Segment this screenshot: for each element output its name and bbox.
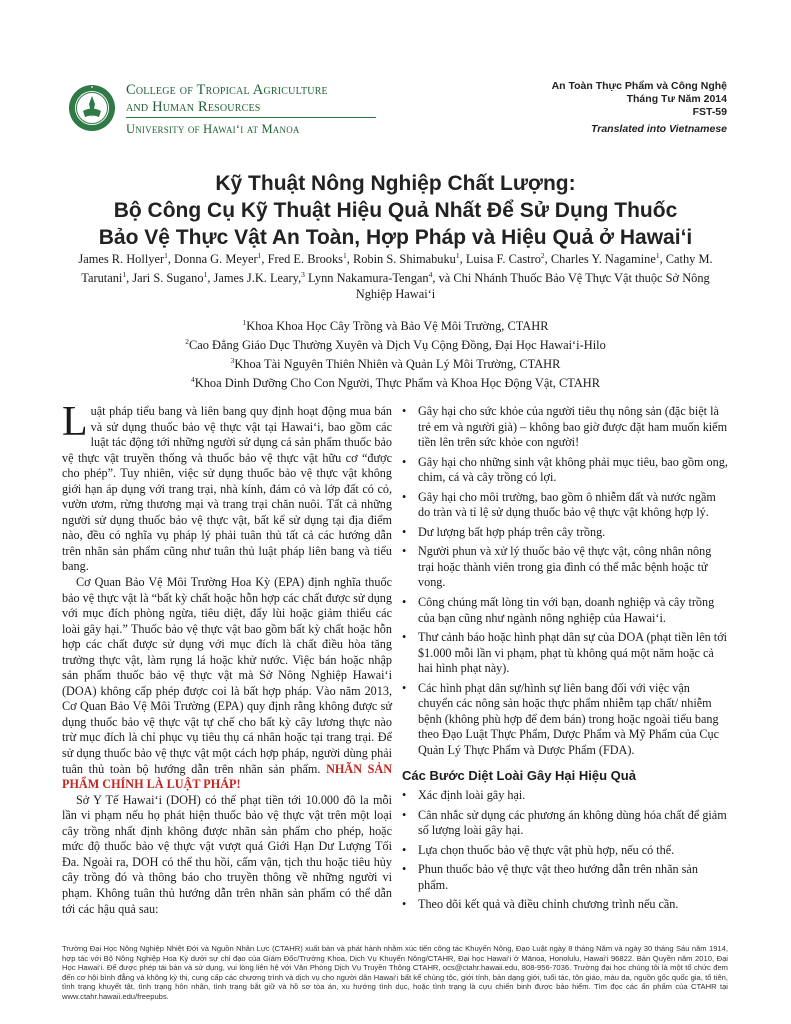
- bullet-icon: •: [402, 489, 407, 504]
- author: Jari S. Sugano: [132, 271, 204, 286]
- page-title: [40, 170, 751, 251]
- list-item-text: Phun thuốc bảo vệ thực vật theo hướng dẫn trên nhãn sản phẩm.: [418, 862, 698, 892]
- affiliation-text: Cao Đẳng Giáo Dục Thường Xuyên và Dịch Vụ Cộng Đồng, Đại Học Hawai‘i-Hilo: [188, 338, 606, 353]
- affiliation-sup: 3: [230, 356, 235, 366]
- right-column: [402, 404, 728, 917]
- list-item-text: Người phun và xử lý thuốc bảo vệ thực vật, công nhân nông trại hoặc thành viên trong gia đình có thể mắc bệnh hoặc tử vong.: [418, 544, 712, 590]
- bullet-icon: •: [402, 454, 407, 469]
- label-is-law-callout: NHÃN SẢN PHẨM CHÍNH LÀ LUẬT PHÁP!: [62, 761, 393, 792]
- list-item: [402, 630, 728, 677]
- affiliation: [70, 353, 721, 372]
- list-item: [402, 455, 728, 486]
- consequence-list: [402, 404, 728, 758]
- steps-heading: Các Bước Diệt Loài Gây Hại Hiệu Quả: [402, 768, 636, 784]
- university-seal-logo: [68, 84, 116, 132]
- list-item: [402, 404, 728, 451]
- left-column: [62, 399, 393, 917]
- affiliation: [70, 334, 721, 353]
- bullet-icon: •: [402, 630, 407, 645]
- list-item-text: Gây hại cho môi trường, bao gồm ô nhiễm đất và nước ngầm do tràn và tỉ lệ sử dụng thuốc bảo vệ thực vật không hợp lý.: [418, 489, 716, 520]
- bullet-icon: •: [402, 788, 407, 803]
- affiliation-text: Khoa Dinh Dưỡng Cho Con Người, Thực Phẩm và Khoa Học Động Vật, CTAHR: [194, 376, 600, 391]
- affiliation: [70, 315, 721, 334]
- list-item-text: Lựa chọn thuốc bảo vệ thực vật phù hợp, nếu có thể.: [418, 842, 675, 857]
- college-name-line1: College of Tropical Agriculture: [126, 82, 328, 98]
- author-sup: 1: [122, 270, 127, 280]
- college-name-line2: and Human Resources: [126, 98, 261, 115]
- author: Robin S. Shimabuku: [352, 252, 456, 267]
- title-line-2: Bộ Công Cụ Kỹ Thuật Hiệu Quả Nhất Để Sử Dụng Thuốc: [113, 199, 678, 222]
- title-line-1: Kỹ Thuật Nông Nghiệp Chất Lượng:: [215, 172, 576, 195]
- list-item-text: Công chúng mất lòng tin với bạn, doanh nghiệp và cây trồng của bạn cũng như ngành nông nghiệp của Hawai‘i.: [418, 595, 715, 625]
- list-item: [402, 595, 728, 626]
- author-sup: 1: [455, 251, 460, 260]
- author-sup: 2: [540, 251, 545, 260]
- author: James J.K. Leary: [213, 271, 299, 286]
- bullet-icon: •: [402, 544, 407, 559]
- intro-paragraph: [62, 399, 392, 575]
- epa-text: Cơ Quan Bảo Vệ Môi Trường Hoa Kỳ (EPA) định nghĩa thuốc bảo vệ thực vật là “bất kỳ chất hoặc hỗn hợp các chất được sử dụng với mục đích phòng ngừa, tiêu diệt, đẩy lùi hoặc giảm thiểu các loài gây hại.” Thuốc bảo vệ thực vật bao gồm bất kỳ chất hoặc hỗn hợp các chất được sử dụng với mục đích là chất điều hòa tăng trưởng thực vật, làm rụng lá hoặc khử nước. Việc bán hoặc nhập sản phẩm thuốc bảo vệ thực vật mà Sở Nông Nghiệp Hawai‘i (DOA) không cấp phép được coi là bất hợp pháp. Vào năm 2013, Cơ Quan Bảo Vệ Môi Trường (EPA) quy định rằng không được sử dụng thuốc bảo vệ thực vật tự chế cho bất kỳ cây lương thực nào trừ mục đích là chỉ phục vụ tiêu thụ cá nhân hoặc tại trang trại. Để sử dụng thuốc bảo vệ thực vật một cách hợp pháp, người dùng phải tuân thủ toàn bộ hướng dẫn trên nhãn sản phẩm.: [62, 575, 392, 776]
- doh-paragraph: Sở Y Tế Hawai‘i (DOH) có thể phạt tiền tới 10.000 đô la mỗi lần vi phạm nếu họ phát hiện thuốc bảo vệ thực vật trên một loại cây trồng nhất định không được nhãn sản phẩm cho phép, hoặc mức độ thuốc bảo vệ thực vật vượt quá Giới Hạn Dư Lượng Tối Đa. Ngoài ra, DOH có thể thu hồi, cấm vận, tịch thu hoặc tiêu hủy cây trồng đó và thông báo cho truyền thông về những người vi phạm. Không tuân thủ hướng dẫn trên nhãn sản phẩm có thể dẫn tới các hậu quả sau:: [62, 792, 392, 916]
- drop-cap: L: [62, 399, 88, 445]
- list-item-text: Gây hại cho sức khỏe của người tiêu thụ nông sản (đặc biệt là trẻ em và người già) – không bao giờ được đặt ham muốn kiếm tiền lên trên sức khỏe con người!: [418, 404, 728, 450]
- affiliation-sup: 4: [191, 375, 195, 385]
- author-sup: 1: [164, 251, 168, 260]
- author-sup: 3: [301, 270, 305, 280]
- list-item-text: Dư lượng bất hợp pháp trên cây trồng.: [418, 524, 606, 539]
- title-line-3: Bảo Vệ Thực Vật An Toàn, Hợp Pháp và Hiệu Quả ở Hawai‘i: [98, 226, 693, 249]
- affiliation-sup: 1: [242, 318, 247, 327]
- list-item: [402, 681, 728, 759]
- affiliation-text: Khoa Tài Nguyên Thiên Nhiên và Quản Lý Môi Trường, CTAHR: [234, 357, 561, 372]
- bullet-icon: •: [402, 680, 407, 695]
- affiliation: [70, 372, 721, 391]
- publication-date: Tháng Tư Năm 2014: [626, 93, 727, 105]
- author: Cathy M. Tarutani: [81, 252, 713, 286]
- list-item-text: Cân nhắc sử dụng các phương án không dùng hóa chất để giảm số lượng loài gây hại.: [418, 807, 727, 838]
- publication-info: [552, 80, 727, 136]
- author-tail: và Chi Nhánh Thuốc Bảo Vệ Thực Vật thuộc Sở Nông Nghiệp Hawai‘i: [355, 271, 710, 302]
- author: Charles Y. Nagamine: [550, 252, 656, 267]
- affiliation-text: Khoa Khoa Học Cây Trồng và Bảo Vệ Môi Trường, CTAHR: [246, 319, 549, 334]
- bullet-icon: •: [402, 524, 407, 539]
- intro-text: uật pháp tiểu bang và liên bang quy định hoạt động mua bán và sử dụng thuốc bảo vệ thực vật tại Hawai‘i, bao gồm các luật tác động tới những người sử dụng cá sản phẩm thuốc bảo vệ thực vật truyền thống và thuốc bảo vệ thực vật hữu cơ “được cho phép”. Tuy nhiên, việc sử dụng thuốc bảo vệ thực vật không giới hạn áp dụng với trang trại, nhà kính, đám cỏ và lớp đất có cỏ, vườn ươm, rừng thương mại và trang trại chăn nuôi. Tất cả những người sử dụng thuốc bảo vệ thực vật, bất kể sử dụng tại địa điểm nào, đều có nghĩa vụ pháp lý phải tuân thủ tất cả các hướng dẫn trên nhãn sản phẩm cũng như tuân thủ luật pháp liên bang và tiểu bang.: [62, 404, 392, 574]
- seal-icon: [68, 84, 116, 132]
- series-title: An Toàn Thực Phẩm và Công Nghệ: [551, 80, 727, 92]
- steps-list: [402, 788, 728, 913]
- epa-paragraph: [62, 575, 392, 793]
- list-item: [402, 544, 728, 591]
- list-item: [402, 525, 728, 541]
- bullet-icon: •: [402, 595, 407, 610]
- bullet-icon: •: [402, 807, 407, 822]
- affiliation-list: [70, 315, 721, 392]
- bullet-icon: •: [402, 897, 407, 912]
- author-sup: 1: [343, 251, 347, 260]
- author-sup: 1: [257, 251, 262, 260]
- affiliation-sup: 2: [185, 337, 189, 347]
- university-name: University of Hawai‘i at Manoa: [126, 122, 300, 136]
- publication-code: FST-59: [692, 106, 727, 118]
- list-item: [402, 490, 728, 521]
- author-list: James R. Hollyer$^1$, Donna G. Meyer$^1$, Fred E. Brooks$^1$, Robin S. Shimabuku$^1$, Luisa F. Castro$^2$, Charles Y. Nagamine$^1$, Cathy M. Tarutani$^1$, Jari S. Sugano$^1$, James J.K. Leary,$^3$ Lynn Nakamura-Tengan$^4$, và Chi Nhánh Thuốc Bảo Vệ Thực Vật thuộc Sở Nông Nghiệp Hawai‘i: [78, 251, 713, 302]
- list-item-text: Gây hại cho những sinh vật không phải mục tiêu, bao gồm ong, chim, cá và cây trồng có lợi.: [418, 454, 728, 485]
- list-item: [402, 808, 728, 839]
- author: Donna G. Meyer: [174, 252, 258, 267]
- list-item: [402, 843, 728, 859]
- college-divider: [126, 117, 376, 118]
- author: Fred E. Brooks: [267, 252, 343, 267]
- list-item: [402, 862, 728, 893]
- list-item-text: Theo dõi kết quả và điều chỉnh chương trình nếu cần.: [418, 897, 679, 912]
- footer-notice: Trường Đại Học Nông Nghiệp Nhiệt Đới và Nguồn Nhân Lực (CTAHR) xuất bản và phát hành nhằm xúc tiến công tác Khuyến Nông, Đạo Luật ngày 8 tháng Năm và ngày 30 tháng Sáu năm 1914, hợp tác với Bộ Nông Nghiệp Hoa Kỳ dưới sự chỉ đạo của Giám Đốc/Trưởng Khoa, Dịch Vụ Khuyến Nông/CTAHR, Đại học Hawai‘i ở Mānoa, Honolulu, Hawai‘i 96822. Bản Quyền năm 2010, Đại Học Hawai‘i. Để được phép tái bản và sử dụng, vui lòng liên hệ với Văn Phòng Dịch Vụ Truyền Thông CTAHR, ocs@ctahr.hawaii.edu, 808-956-7036. Trường đại học chúng tôi là một tổ chức đem đến cơ hội bình đẳng và không kỳ thị, cung cấp các chương trình và dịch vụ cho người dân Hawai‘i bất kể chủng tộc, giới tính, bản dạng giới, tuổi tác, tôn giáo, màu da, nguồn gốc quốc gia, tổ tiên, tình trạng khuyết tật, tình trạng hôn nhân, tình trạng bắt giữ và hồ sơ tòa án, xu hướng tình dục, hoặc tình trạng là cựu chiến binh được bảo hiểm. Tìm đọc các ấn phẩm của CTAHR tại www.ctahr.hawaii.edu/freepubs.: [62, 944, 728, 1001]
- list-item: [402, 897, 728, 913]
- author-sup: 1: [203, 270, 208, 280]
- list-item-text: Thư cảnh báo hoặc hình phạt dân sự của DOA (phạt tiền lên tới $1.000 mỗi lần vi phạm, phạt tù không quá một năm hoặc cả hai hình phạt này).: [418, 630, 728, 676]
- author-sup: 1: [655, 251, 660, 260]
- author: Lynn Nakamura-Tengan: [308, 271, 429, 286]
- author: Luisa F. Castro: [465, 252, 541, 267]
- translation-note: Translated into Vietnamese: [591, 123, 727, 135]
- list-item-text: Các hình phạt dân sự/hình sự liên bang đối với việc vận chuyển các nông sản hoặc thực phẩm nhiễm tạp chất/ nhiễm bệnh (không phù hợp để đem bán) trong hoặc ngoài tiểu bang theo Đạo Luật Thực Phẩm, Dược Phẩm và Mỹ Phẩm của Cục Quản Lý Thực Phẩm và Dược Phẩm (FDA).: [418, 680, 720, 757]
- list-item-text: Xác định loài gây hại.: [418, 788, 526, 803]
- bullet-icon: •: [402, 842, 407, 857]
- college-name-block: [126, 82, 426, 138]
- list-item: [402, 788, 728, 804]
- author: James R. Hollyer: [78, 252, 165, 267]
- bullet-icon: •: [402, 404, 407, 418]
- author-sup: 4: [428, 270, 433, 280]
- bullet-icon: •: [402, 862, 407, 877]
